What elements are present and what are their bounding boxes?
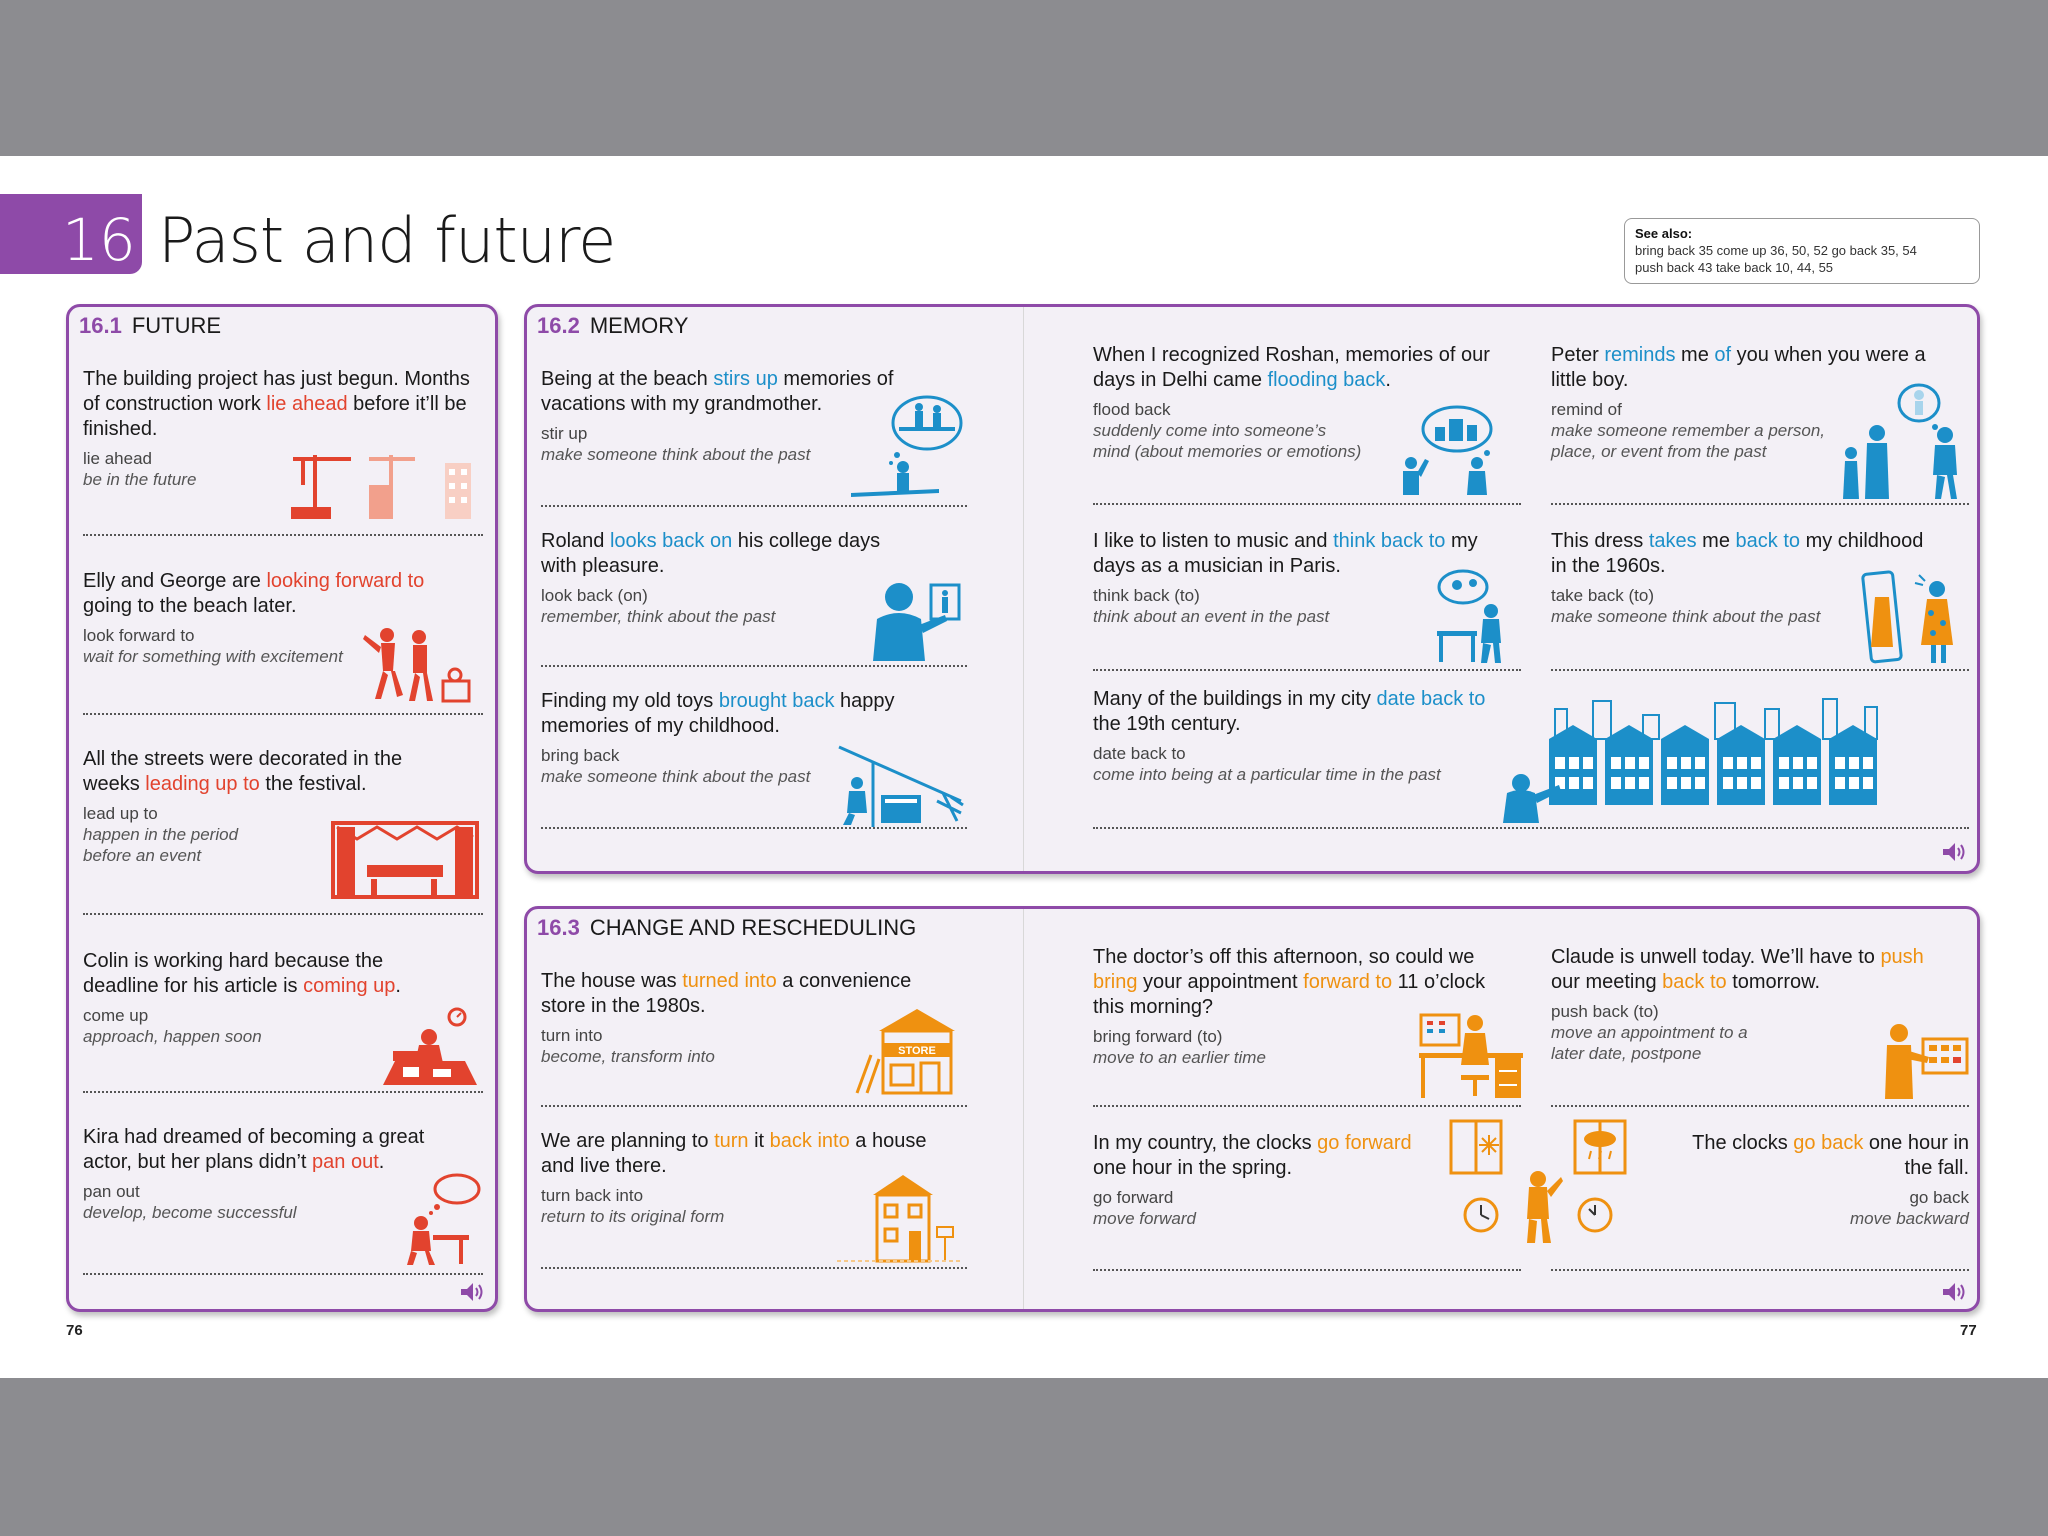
see-also-heading: See also: bbox=[1635, 226, 1693, 241]
father-son-memory-illustration bbox=[1837, 379, 1967, 501]
entry-date-back-to bbox=[1093, 687, 1493, 785]
example-sentence: When I recognized Roshan, memories of our days in Delhi came flooding back. bbox=[1093, 344, 1490, 391]
definition: make someone think about the past bbox=[1551, 607, 1821, 626]
cranes-illustration bbox=[285, 445, 485, 523]
excited-couple-illustration bbox=[357, 625, 481, 705]
definition: wait for something with excitement bbox=[83, 647, 343, 666]
example-sentence: Peter reminds me of you when you were a little boy. bbox=[1551, 344, 1926, 391]
memory-panel bbox=[524, 304, 1980, 874]
entry-separator bbox=[83, 913, 483, 915]
entry-separator bbox=[83, 1091, 483, 1093]
section-title: FUTURE bbox=[131, 313, 222, 338]
example-sentence: Finding my old toys brought back happy memories of my childhood. bbox=[541, 690, 895, 737]
entry-separator bbox=[1093, 669, 1521, 671]
phrasal-verb: lead up to bbox=[83, 804, 158, 823]
definition: make someone think about the past bbox=[541, 767, 811, 786]
phrasal-verb: come up bbox=[83, 1006, 149, 1025]
phrasal-verb: think back (to) bbox=[1093, 586, 1200, 605]
section-title: CHANGE AND RESCHEDULING bbox=[589, 915, 917, 940]
entry-separator bbox=[83, 534, 483, 536]
example-sentence: Colin is working hard because the deadline for his article is coming up. bbox=[83, 950, 401, 997]
example-sentence: Elly and George are looking forward to going to the beach later. bbox=[83, 570, 425, 617]
chapter-title: Past and future bbox=[158, 204, 616, 277]
audio-speaker-icon[interactable] bbox=[459, 1281, 485, 1303]
change-panel bbox=[524, 906, 1980, 1312]
phrasal-verb: pan out bbox=[83, 1182, 140, 1201]
entry-separator bbox=[541, 1267, 967, 1269]
section-heading bbox=[537, 915, 916, 941]
man-with-photo-illustration bbox=[865, 579, 965, 663]
friends-reminiscing-illustration bbox=[1387, 403, 1511, 499]
example-sentence: Roland looks back on his college days with pleasure. bbox=[541, 530, 881, 577]
festival-stage-illustration bbox=[327, 817, 483, 901]
phrasal-verb: stir up bbox=[541, 424, 588, 443]
section-heading bbox=[79, 313, 221, 339]
phrasal-verb: bring forward (to) bbox=[1093, 1027, 1223, 1046]
phrasal-verb: lie ahead bbox=[83, 449, 153, 468]
entry-separator bbox=[1551, 669, 1969, 671]
book-spread bbox=[0, 156, 2048, 1378]
example-sentence: In my country, the clocks go forward one hour in the spring. bbox=[1093, 1132, 1412, 1179]
entry-separator bbox=[1093, 1269, 1521, 1271]
example-sentence: The building project has just begun. Months of construction work lie ahead before it’ll be finished. bbox=[83, 368, 470, 440]
definition: make someone remember a person, place, or event from the past bbox=[1551, 421, 1826, 461]
phrasal-verb: bring back bbox=[541, 746, 620, 765]
definition: think about an event in the past bbox=[1093, 607, 1330, 626]
phrasal-verb: go forward bbox=[1093, 1188, 1174, 1207]
example-sentence: I like to listen to music and think back to my days as a musician in Paris. bbox=[1093, 530, 1478, 577]
store-sign: STORE bbox=[898, 1045, 936, 1057]
audio-speaker-icon[interactable] bbox=[1941, 841, 1967, 863]
calendar-reschedule-illustration bbox=[1877, 1021, 1971, 1101]
definition: move backward bbox=[1849, 1209, 1969, 1228]
attic-toys-illustration bbox=[833, 743, 967, 827]
definition: approach, happen soon bbox=[83, 1027, 262, 1046]
section-heading bbox=[537, 313, 688, 339]
definition: move to an earlier time bbox=[1093, 1048, 1266, 1067]
phrasal-verb: remind of bbox=[1551, 400, 1622, 419]
definition: suddenly come into someone’s mind (about memories or emotions) bbox=[1093, 421, 1362, 461]
entry-separator bbox=[83, 713, 483, 715]
writer-deadline-illustration bbox=[373, 1001, 483, 1089]
beach-memory-illustration bbox=[847, 393, 967, 501]
entry-separator bbox=[1093, 827, 1969, 829]
section-number: 16.3 bbox=[537, 915, 580, 940]
music-memory-illustration bbox=[1431, 567, 1515, 665]
phrasal-verb: look back (on) bbox=[541, 586, 648, 605]
definition: become, transform into bbox=[541, 1047, 715, 1066]
definition: come into being at a particular time in the past bbox=[1093, 765, 1441, 784]
page-gutter bbox=[1023, 307, 1024, 871]
house-illustration bbox=[833, 1171, 967, 1267]
future-panel bbox=[66, 304, 498, 1312]
phrasal-verb: push back (to) bbox=[1551, 1002, 1659, 1021]
see-also-line-2: push back 43 take back 10, 44, 55 bbox=[1635, 260, 1834, 275]
phrasal-verb: take back (to) bbox=[1551, 586, 1654, 605]
definition: move forward bbox=[1093, 1209, 1196, 1228]
definition: remember, think about the past bbox=[541, 607, 776, 626]
page-gutter bbox=[1023, 909, 1024, 1309]
section-title: MEMORY bbox=[589, 313, 689, 338]
audio-speaker-icon[interactable] bbox=[1941, 1281, 1967, 1303]
convenience-store-illustration bbox=[849, 1007, 965, 1097]
historic-buildings-illustration bbox=[1493, 695, 1919, 827]
entry-separator bbox=[1551, 1269, 1969, 1271]
definition: make someone think about the past bbox=[541, 445, 811, 464]
entry-separator bbox=[541, 665, 967, 667]
phrasal-verb: flood back bbox=[1093, 400, 1171, 419]
entry-separator bbox=[541, 1105, 967, 1107]
see-also-line-1: bring back 35 come up 36, 50, 52 go back 35, 54 bbox=[1635, 243, 1917, 258]
example-sentence: Claude is unwell today. We’ll have to push our meeting back to tomorrow. bbox=[1551, 946, 1924, 993]
entry-separator bbox=[1093, 1105, 1521, 1107]
definition: develop, become successful bbox=[83, 1203, 297, 1222]
phrasal-verb: turn back into bbox=[541, 1186, 644, 1205]
example-sentence: All the streets were decorated in the weeks leading up to the festival. bbox=[83, 748, 403, 795]
entry-separator bbox=[1093, 503, 1521, 505]
phrasal-verb: turn into bbox=[541, 1026, 603, 1045]
phrasal-verb: go back bbox=[1909, 1188, 1969, 1207]
example-sentence: Many of the buildings in my city date back to the 19th century. bbox=[1093, 688, 1486, 735]
definition: be in the future bbox=[83, 470, 197, 489]
clocks-change-illustration bbox=[1445, 1115, 1641, 1245]
section-number: 16.1 bbox=[79, 313, 122, 338]
page-number-left: 76 bbox=[66, 1322, 83, 1339]
definition: return to its original form bbox=[541, 1207, 725, 1226]
example-sentence: This dress takes me back to my childhood in the 1960s. bbox=[1551, 530, 1924, 577]
example-sentence: The clocks go back one hour in the fall. bbox=[1692, 1132, 1969, 1179]
example-sentence: We are planning to turn it back into a house and live there. bbox=[541, 1130, 927, 1177]
entry-separator bbox=[83, 1273, 483, 1275]
entry-look-back-on bbox=[541, 529, 921, 627]
chapter-number: 16 bbox=[62, 206, 136, 274]
entry-go-forward bbox=[1093, 1131, 1423, 1229]
example-sentence: Being at the beach stirs up memories of vacations with my grandmother. bbox=[541, 368, 894, 415]
see-also-box bbox=[1624, 218, 1980, 284]
entry-separator bbox=[541, 505, 967, 507]
example-sentence: The doctor’s off this afternoon, so could we bring your appointment forward to 11 o’clock this morning? bbox=[1093, 946, 1486, 1018]
example-sentence: Kira had dreamed of becoming a great actor, but her plans didn’t pan out. bbox=[83, 1126, 425, 1173]
definition: happen in the period before an event bbox=[83, 825, 239, 865]
phrasal-verb: look forward to bbox=[83, 626, 195, 645]
entry-separator bbox=[1551, 1105, 1969, 1107]
definition: move an appointment to a later date, postpone bbox=[1551, 1023, 1748, 1063]
example-sentence: The house was turned into a convenience store in the 1980s. bbox=[541, 970, 912, 1017]
section-number: 16.2 bbox=[537, 313, 580, 338]
entry-go-back bbox=[1671, 1131, 1969, 1229]
entry-separator bbox=[1551, 503, 1969, 505]
dress-mirror-illustration bbox=[1861, 567, 1965, 667]
entry-separator bbox=[541, 827, 967, 829]
page-number-right: 77 bbox=[1960, 1322, 1977, 1339]
dreaming-actor-illustration bbox=[399, 1171, 485, 1267]
office-desk-illustration bbox=[1417, 1009, 1527, 1101]
phrasal-verb: date back to bbox=[1093, 744, 1186, 763]
